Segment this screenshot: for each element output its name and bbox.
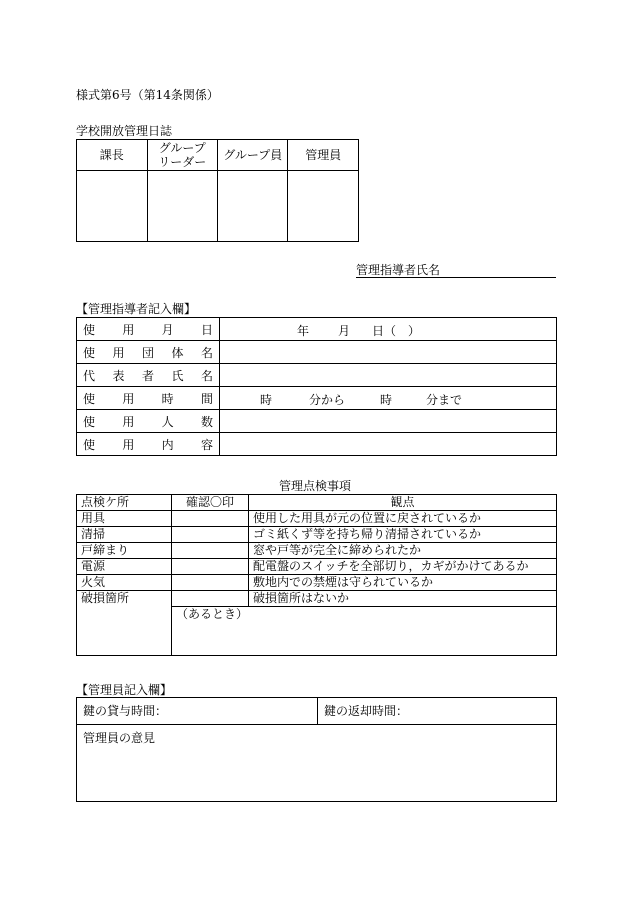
inspection-viewpoint: 使用した用具が元の位置に戻されているか (249, 511, 557, 527)
inspection-header-viewpoint: 観点 (249, 495, 557, 511)
time-hour-from-label: 時 (260, 393, 273, 407)
admin-opinion-field[interactable] (77, 725, 557, 802)
date-month-label: 月 (338, 324, 351, 338)
usage-table (76, 317, 557, 456)
inspection-confirm-cell[interactable] (172, 559, 249, 575)
stamp-box-group-leader[interactable] (147, 171, 218, 242)
usage-group-field[interactable] (220, 341, 557, 364)
date-year-label: 年 (297, 324, 310, 338)
usage-label-date (77, 318, 220, 341)
stamp-box-section-chief[interactable] (77, 171, 148, 242)
inspection-place: 破損箇所 (77, 591, 172, 656)
inspection-confirm-cell[interactable] (172, 527, 249, 543)
inspection-table (76, 494, 557, 656)
inspection-viewpoint: 破損箇所はないか (249, 591, 557, 607)
inspection-place: 電源 (77, 559, 172, 575)
inspection-place: 火気 (77, 575, 172, 591)
inspection-viewpoint: 窓や戸等が完全に締められたか (249, 543, 557, 559)
usage-label-time: 使 用 時 間 (77, 387, 220, 410)
inspection-place: 清掃 (77, 527, 172, 543)
usage-label-content: 使 用 内 容 (77, 433, 220, 456)
inspection-confirm-cell[interactable] (172, 543, 249, 559)
usage-content-field[interactable] (220, 433, 557, 456)
approval-header-section-chief: 課長 (77, 140, 148, 171)
usage-label-count: 使 用 人 数 (77, 410, 220, 433)
inspection-viewpoint: 敷地内での禁煙は守られているか (249, 575, 557, 591)
inspection-place: 用具 (77, 511, 172, 527)
key-lend-field[interactable] (77, 698, 318, 725)
date-day-label: 日（ ） (372, 324, 421, 338)
damage-note-field[interactable] (172, 607, 557, 656)
stamp-box-group-member[interactable] (218, 171, 288, 242)
journal-title: 学校開放管理日誌 (76, 124, 173, 138)
usage-label-representative: 代 表 者 氏 名 (77, 364, 220, 387)
usage-count-field[interactable] (220, 410, 557, 433)
key-return-label: 鍵の返却時間： (324, 704, 409, 718)
inspection-place: 戸締まり (77, 543, 172, 559)
approval-header-group-leader: グループ リーダー (147, 140, 218, 171)
stamp-box-manager[interactable] (288, 171, 359, 242)
time-minute-to-label: 分まで (426, 393, 463, 407)
inspection-header-place: 点検ケ所 (77, 495, 172, 511)
damage-note-label: （あるとき） (176, 607, 249, 621)
inspection-viewpoint: 配電盤のスイッチを全部切り，カギがかけてあるか (249, 559, 557, 575)
usage-label-text: 使 用 月 日 (83, 322, 213, 337)
inspection-confirm-cell[interactable] (172, 511, 249, 527)
key-return-field[interactable] (318, 698, 557, 725)
approval-header-group-member: グループ員 (218, 140, 288, 171)
admin-section-title: 【管理員記入欄】 (76, 683, 173, 697)
approval-header-manager: 管理員 (288, 140, 359, 171)
inspection-header-confirm: 確認〇印 (172, 495, 249, 511)
time-minute-from-label: 分から (309, 393, 346, 407)
usage-time-field[interactable] (220, 387, 557, 410)
inspection-confirm-cell[interactable] (172, 575, 249, 591)
admin-table (76, 697, 557, 802)
approval-table (76, 139, 359, 242)
usage-date-field[interactable] (220, 318, 557, 341)
key-lend-label: 鍵の貸与時間： (83, 704, 168, 718)
inspection-confirm-cell[interactable] (172, 591, 249, 607)
usage-representative-field[interactable] (220, 364, 557, 387)
time-hour-to-label: 時 (380, 393, 393, 407)
manager-name-label: 管理指導者氏名 (356, 263, 441, 277)
admin-opinion-label: 管理員の意見 (83, 731, 156, 745)
manager-name-field[interactable] (356, 263, 556, 278)
manager-section-title: 【管理指導者記入欄】 (76, 302, 197, 316)
usage-label-group: 使 用 団 体 名 (77, 341, 220, 364)
inspection-viewpoint: ゴミ紙くず等を持ち帰り清掃されているか (249, 527, 557, 543)
form-number: 様式第6号（第14条関係） (76, 88, 219, 102)
inspection-title: 管理点検事項 (278, 479, 351, 493)
